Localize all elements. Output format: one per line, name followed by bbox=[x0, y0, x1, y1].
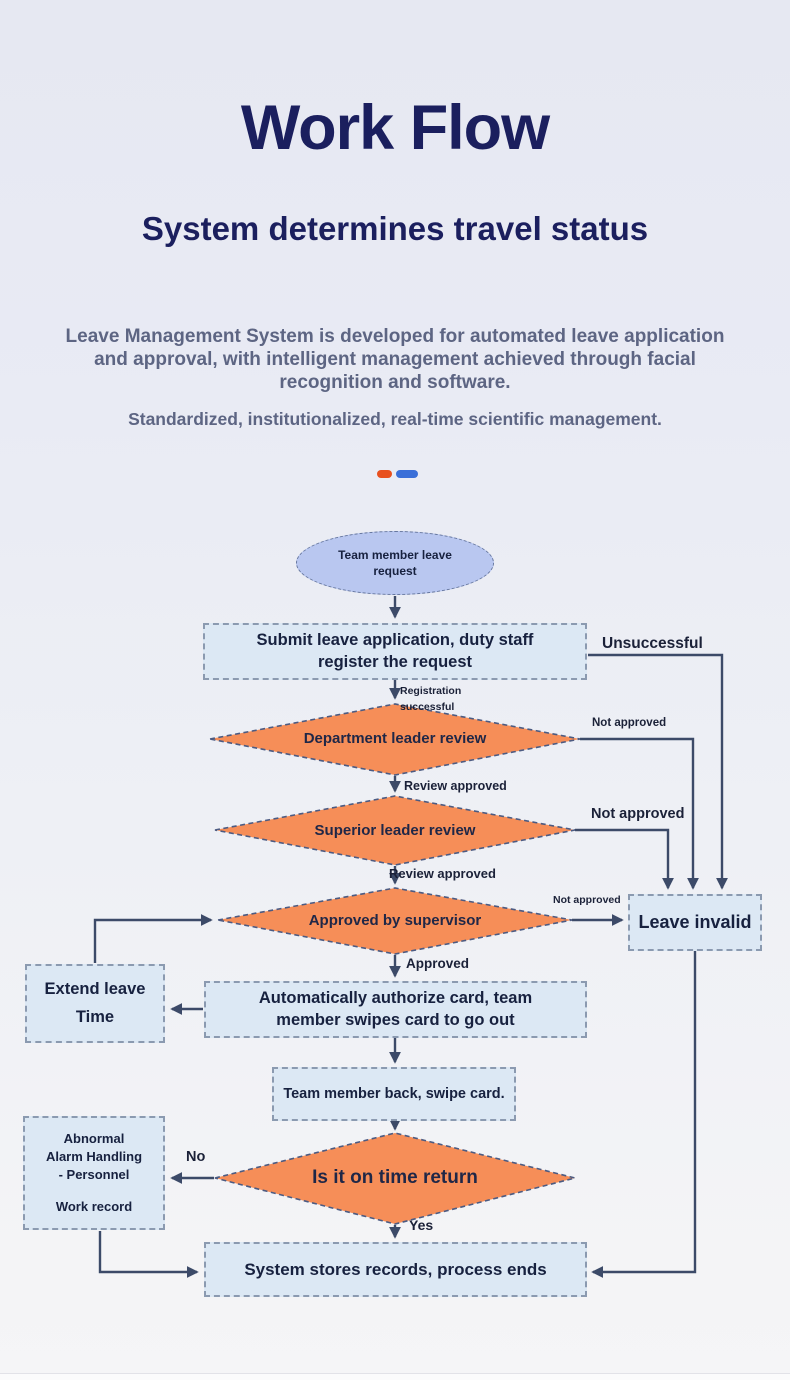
node-abnormal-line1: Abnormal bbox=[63, 1131, 125, 1147]
page-title: Work Flow bbox=[240, 93, 550, 163]
node-leave-invalid-label: Leave invalid bbox=[638, 912, 752, 932]
tagline-text: Standardized, institutionalized, real-time scientific management. bbox=[128, 409, 662, 429]
edge-label-unsuccessful: Unsuccessful bbox=[602, 635, 703, 652]
node-authorize-label: Automatically authorize card, team member swipes card to go out bbox=[258, 989, 533, 1029]
node-submit-label: Submit leave application, duty staff register the request bbox=[256, 631, 534, 671]
node-back-swipe-label: Team member back, swipe card. bbox=[283, 1086, 505, 1102]
edge-label-superior-review-approved: Review approved bbox=[389, 866, 496, 881]
connector-superior-not-approved bbox=[575, 830, 668, 888]
node-start bbox=[296, 531, 494, 595]
node-department-review-label: Department leader review bbox=[303, 730, 487, 747]
node-store bbox=[204, 1242, 587, 1297]
edge-label-no: No bbox=[186, 1149, 206, 1165]
node-on-time-return-label: Is it on time return bbox=[312, 1167, 478, 1188]
node-submit bbox=[203, 623, 587, 680]
connector-unsuccessful bbox=[588, 655, 722, 888]
node-back-swipe bbox=[272, 1067, 516, 1121]
node-abnormal-line2: Alarm Handling bbox=[45, 1148, 143, 1164]
node-leave-invalid bbox=[628, 894, 762, 951]
page-subtitle: System determines travel status bbox=[141, 210, 649, 247]
node-abnormal-line4: Work record bbox=[55, 1199, 133, 1215]
node-authorize bbox=[204, 981, 587, 1038]
edge-label-approved: Approved bbox=[406, 956, 470, 971]
node-extend-leave-line2: Time bbox=[75, 1008, 115, 1026]
node-abnormal-line3: - Personnel bbox=[58, 1166, 130, 1182]
connector-extend-supervisor bbox=[95, 920, 211, 963]
footer-strip bbox=[0, 1373, 790, 1380]
edge-label-dept-not-approved: Not approved bbox=[592, 717, 667, 729]
connector-invalid-store bbox=[593, 951, 695, 1272]
edge-label-superior-not-approved: Not approved bbox=[591, 806, 685, 822]
connector-abnormal-store bbox=[100, 1231, 197, 1272]
node-abnormal bbox=[23, 1116, 165, 1230]
node-extend-leave bbox=[25, 964, 165, 1043]
node-extend-leave-line1: Extend leave bbox=[44, 980, 146, 998]
edge-label-dept-review-approved: Review approved bbox=[404, 779, 507, 793]
node-supervisor-approve-label: Approved by supervisor bbox=[308, 912, 482, 929]
node-start-label: Team member leave request bbox=[338, 547, 452, 578]
description-text: Leave Management System is developed for automated leave application and approval, with intelligent management achieved through facial recognition and software. bbox=[65, 326, 725, 393]
edge-label-registration-successful: Registration successful bbox=[400, 685, 462, 713]
edge-label-supervisor-not-approved: Not approved bbox=[553, 894, 621, 906]
node-superior-review-label: Superior leader review bbox=[314, 822, 476, 839]
node-store-label: System stores records, process ends bbox=[244, 1259, 547, 1279]
edge-label-yes: Yes bbox=[409, 1217, 434, 1233]
